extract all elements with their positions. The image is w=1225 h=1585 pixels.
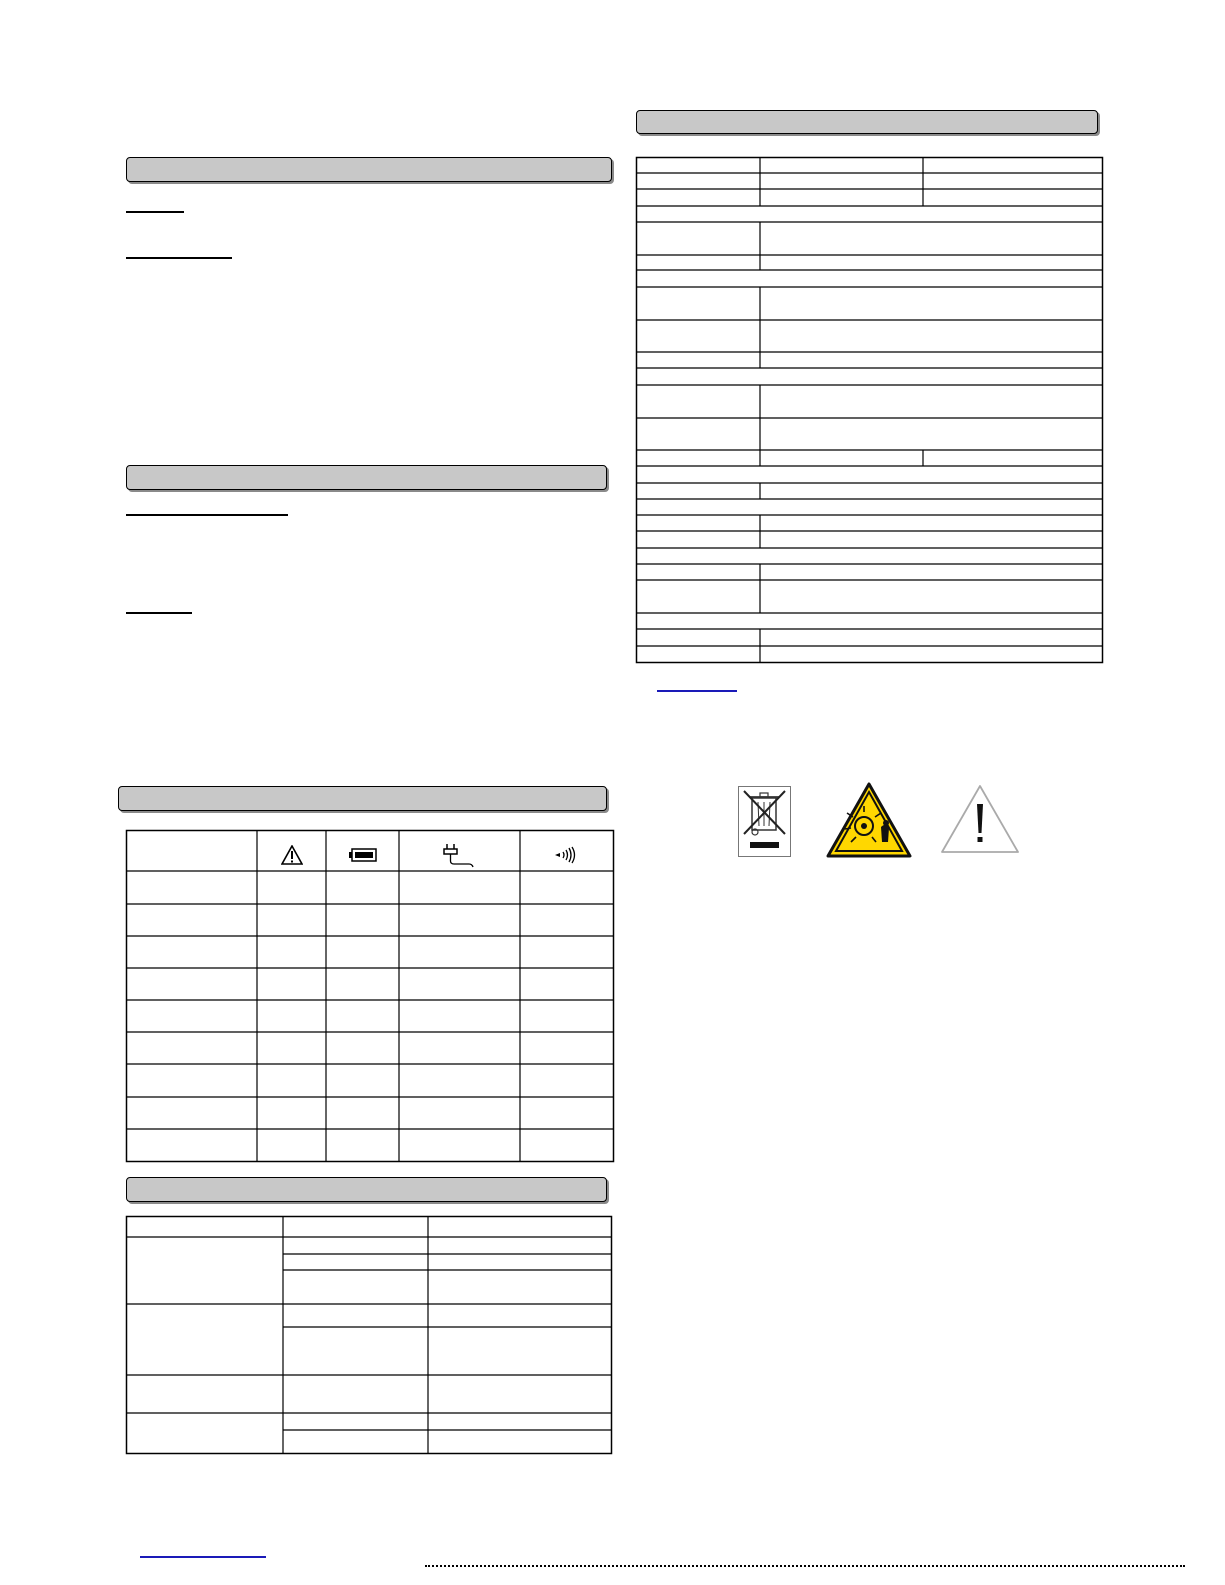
section-header-bar-4 xyxy=(126,1177,607,1202)
troubleshooting-table xyxy=(126,1216,612,1454)
status-indicator-table xyxy=(126,830,614,1162)
exclamation-warning-icon xyxy=(940,784,1020,854)
subheading-underline-4 xyxy=(126,612,192,614)
battery-icon xyxy=(326,838,399,872)
footer-link-underline[interactable] xyxy=(140,1556,266,1558)
warning-triangle-icon xyxy=(257,838,326,872)
subheading-underline-3 xyxy=(126,514,288,516)
power-plug-icon xyxy=(399,838,520,872)
subheading-underline-2 xyxy=(126,257,232,259)
website-link-underline[interactable] xyxy=(657,690,737,692)
specification-table xyxy=(636,157,1103,663)
section-header-bar-1 xyxy=(126,157,612,182)
footer-dotted-rule xyxy=(425,1565,1185,1567)
subheading-underline-1 xyxy=(126,211,184,213)
weee-crossed-bin-icon xyxy=(738,786,791,857)
section-header-bar-3 xyxy=(118,786,607,811)
sound-wave-icon xyxy=(520,838,614,872)
explosion-hazard-icon xyxy=(826,782,912,858)
section-header-bar-2 xyxy=(126,465,607,490)
section-header-bar-5 xyxy=(636,110,1098,134)
